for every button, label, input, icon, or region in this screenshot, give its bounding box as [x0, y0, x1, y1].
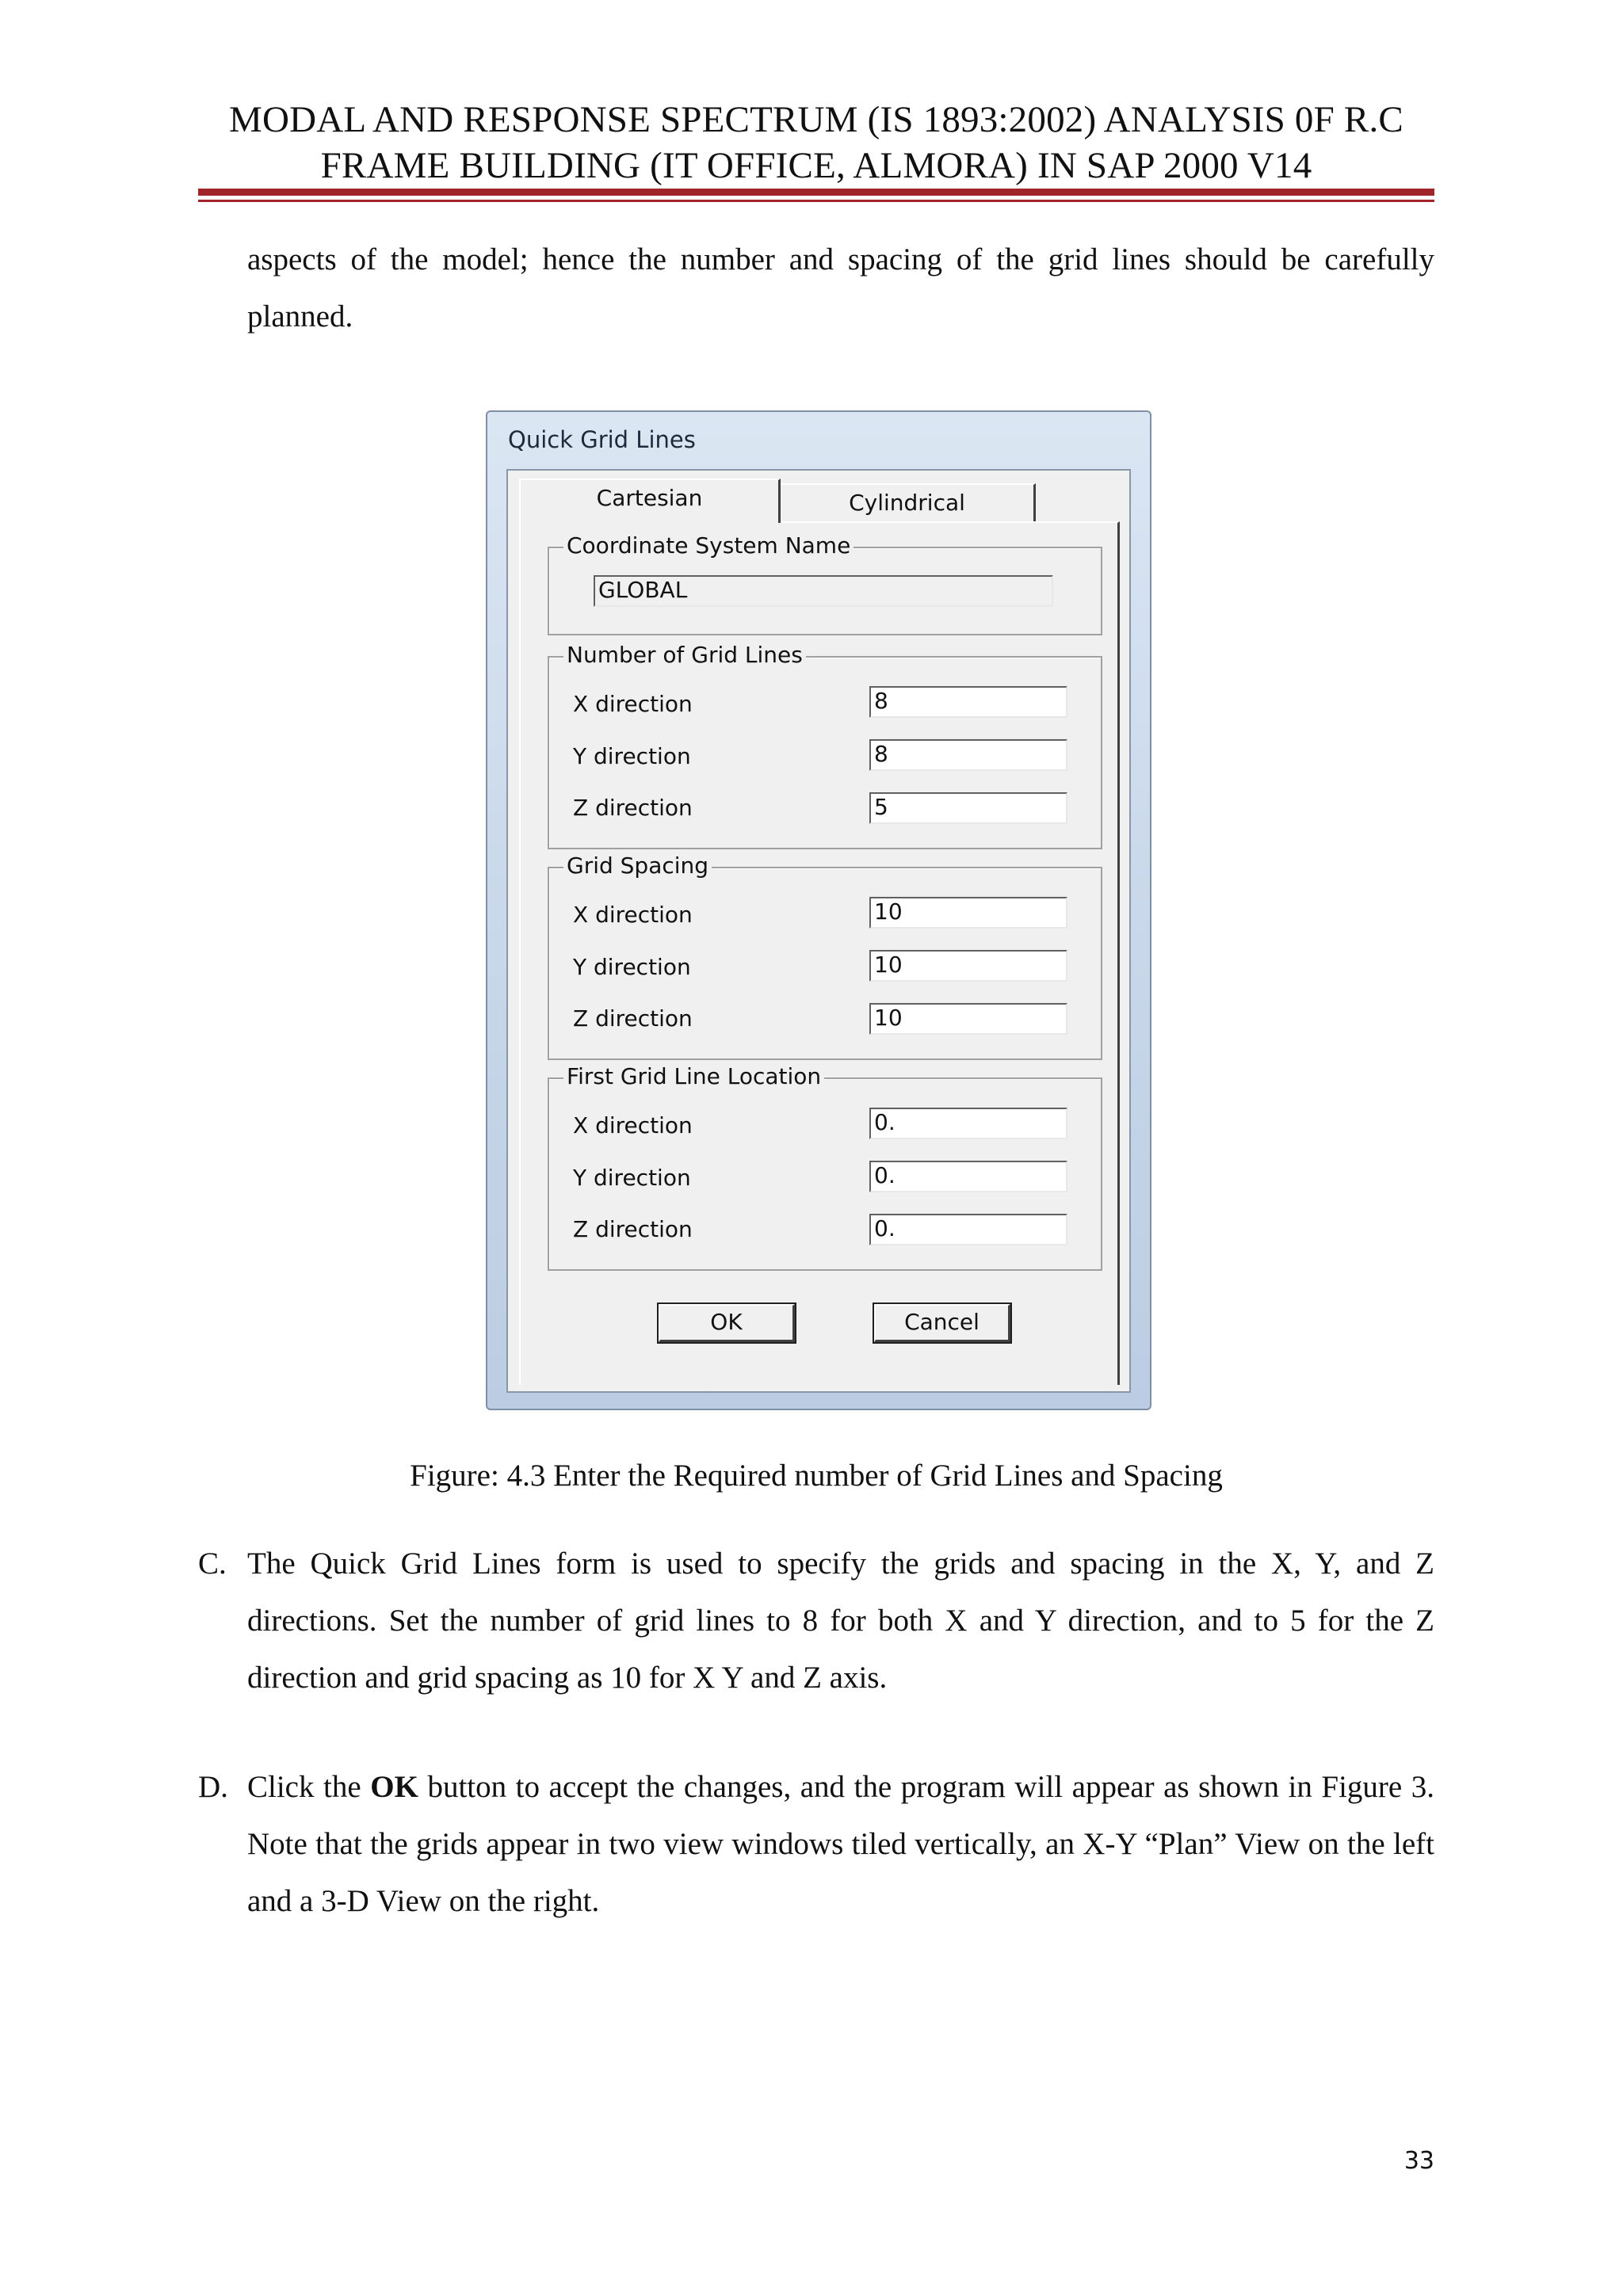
group-legend: First Grid Line Location: [563, 1063, 824, 1089]
coordinate-system-name-field[interactable]: GLOBAL: [594, 575, 1053, 607]
group-legend: Number of Grid Lines: [563, 642, 806, 668]
cancel-button[interactable]: Cancel: [874, 1304, 1010, 1342]
grid-lines-x-input[interactable]: 8: [869, 686, 1067, 718]
grid-spacing-x-input[interactable]: 10: [869, 897, 1067, 929]
grid-spacing-z-input[interactable]: 10: [869, 1003, 1067, 1035]
tab-page-cartesian: [519, 521, 1120, 1385]
quick-grid-lines-dialog: [486, 410, 1151, 1410]
row-label: Z direction: [573, 1005, 693, 1032]
figure-caption: Figure: 4.3 Enter the Required number of Grid Lines and Spacing: [410, 1459, 1223, 1493]
running-header-title: MODAL AND RESPONSE SPECTRUM (IS 1893:2002) ANALYSIS 0F R.C FRAME BUILDING (IT OFFICE, ALMORA) IN SAP 2000 V14: [229, 99, 1403, 186]
page-number: 33: [1403, 2147, 1434, 2175]
grid-lines-y-input[interactable]: 8: [869, 739, 1067, 771]
row-label: X direction: [573, 691, 693, 717]
group-legend: Coordinate System Name: [563, 532, 854, 559]
list-item-text: The Quick Grid Lines form is used to specify the grids and spacing in the X, Y, and Z directions. Set the number of grid lines to 8 for both X and Y direction, and to 5 for the Z direction and grid spacing as 10 for X Y and Z axis.: [247, 1547, 1434, 1695]
tab-cylindrical[interactable]: Cylindrical: [781, 483, 1036, 521]
grid-spacing-y-input[interactable]: 10: [869, 950, 1067, 982]
row-label: Z direction: [573, 795, 693, 821]
dialog-title: Quick Grid Lines: [508, 426, 696, 453]
list-item-letter: C.: [198, 1547, 227, 1581]
intro-paragraph: aspects of the model; hence the number and spacing of the grid lines should be carefully planned.: [247, 242, 1434, 334]
ok-button[interactable]: OK: [659, 1304, 795, 1342]
first-location-y-input[interactable]: 0.: [869, 1161, 1067, 1192]
row-label: X direction: [573, 1112, 693, 1138]
grid-lines-z-input[interactable]: 5: [869, 792, 1067, 824]
group-legend: Grid Spacing: [563, 852, 712, 879]
row-label: Z direction: [573, 1216, 693, 1242]
header-rule-thin: [198, 200, 1434, 202]
tab-cartesian[interactable]: Cartesian: [519, 479, 781, 523]
first-location-z-input[interactable]: 0.: [869, 1214, 1067, 1245]
header-rule: [198, 189, 1434, 196]
list-item-letter: D.: [198, 1770, 228, 1804]
group-grid-spacing: [548, 852, 1102, 1060]
group-number-of-grid-lines: [548, 642, 1102, 849]
row-label: Y direction: [573, 954, 691, 980]
dialog-client-area: [506, 469, 1131, 1393]
group-first-grid-line-location: [548, 1063, 1102, 1271]
row-label: X direction: [573, 902, 693, 928]
row-label: Y direction: [573, 743, 691, 769]
first-location-x-input[interactable]: 0.: [869, 1108, 1067, 1139]
list-item-text: [247, 1759, 1434, 1930]
item-text-before: Click the: [247, 1770, 371, 1804]
row-label: Y direction: [573, 1165, 691, 1191]
group-coordinate-system: [548, 532, 1102, 635]
item-text-after: button to accept the changes, and the program will appear as shown in Figure 3. Note that the grids appear in two view windows tiled vertically, an X-Y “Plan” View on the left and a 3-D View on the right.: [247, 1770, 1434, 1918]
ok-emphasis: OK: [370, 1770, 418, 1804]
